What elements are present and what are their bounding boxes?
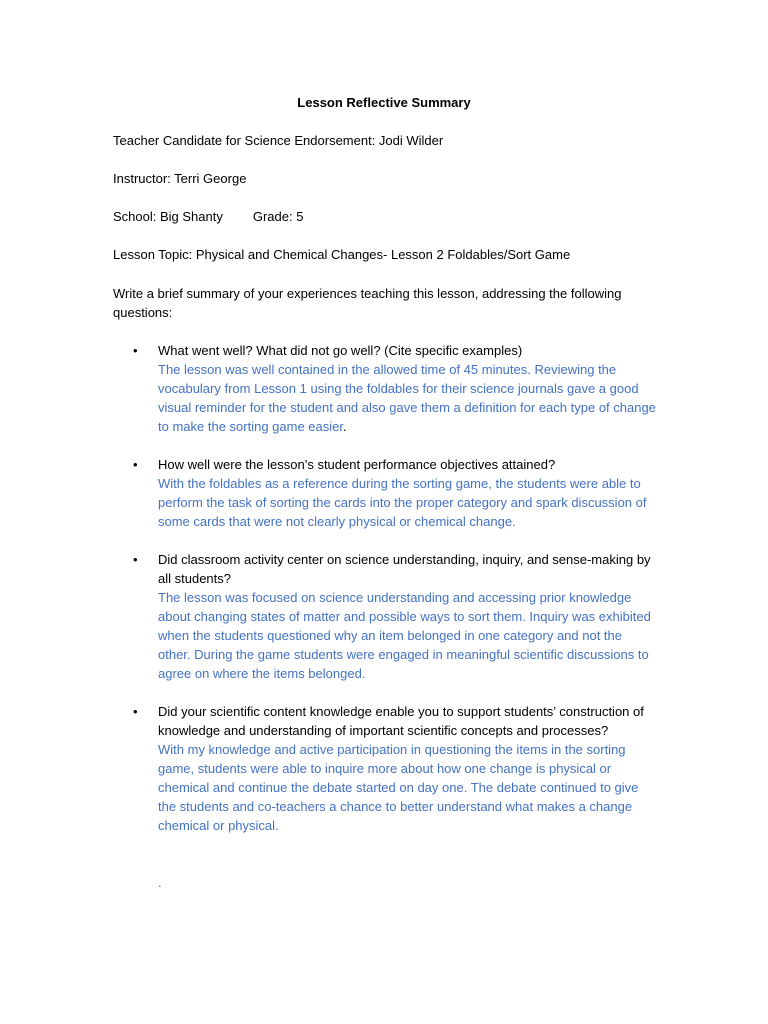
lesson-topic-line: Lesson Topic: Physical and Chemical Changes- Lesson 2 Foldables/Sort Game <box>113 247 571 262</box>
question-text: Did your scientific content knowledge enable you to support students’ construction of knowledge and understanding of important scientific concepts and processes? <box>158 704 644 738</box>
question-block-3 <box>133 550 658 683</box>
bullet-icon: • <box>133 704 138 719</box>
school-grade-line <box>113 208 303 226</box>
trailing-period: . <box>158 875 162 890</box>
instructor-line: Instructor: Terri George <box>113 171 247 186</box>
question-text: Did classroom activity center on science understanding, inquiry, and sense-making by all students? <box>158 552 651 586</box>
answer-text <box>158 360 658 436</box>
answer-text: With my knowledge and active participation in questioning the items in the sorting game, students were able to inquire more about how one change is physical or chemical and continue the debate started on day one. The debate continued to give the students and co-teachers a chance to better understand what makes a change chemical or physical. <box>158 742 639 833</box>
answer-period: . <box>343 419 347 434</box>
question-block-2 <box>133 455 658 531</box>
answer-text: The lesson was focused on science understanding and accessing prior knowledge about changing states of matter and possible ways to sort them. Inquiry was exhibited when the students questioned why an item belonged in one category and not the other. During the game students were engaged in meaningful scientific discussions to agree on where the items belonged. <box>158 590 651 681</box>
bullet-icon: • <box>133 343 138 358</box>
bullet-icon: • <box>133 552 138 567</box>
school-label: School: Big Shanty <box>113 209 223 224</box>
instructions-paragraph: Write a brief summary of your experiences teaching this lesson, addressing the following questions: <box>113 286 622 320</box>
answer-text: With the foldables as a reference during the sorting game, the students were able to perform the task of sorting the cards into the proper category and spark discussion of some cards that were not clearly physical or chemical change. <box>158 476 647 529</box>
answer-body: The lesson was well contained in the allowed time of 45 minutes. Reviewing the vocabulary from Lesson 1 using the foldables for their science journals gave a good visual reminder for the student and also gave them a definition for each type of change to make the sorting game easier <box>158 362 656 434</box>
bullet-icon: • <box>133 457 138 472</box>
document-title: Lesson Reflective Summary <box>297 95 471 110</box>
question-block-1 <box>133 341 658 436</box>
question-block-4 <box>133 702 658 835</box>
teacher-candidate-line: Teacher Candidate for Science Endorsement: Jodi Wilder <box>113 133 444 148</box>
question-text: How well were the lesson’s student performance objectives attained? <box>158 457 556 472</box>
grade-label: Grade: 5 <box>252 209 304 224</box>
question-text: What went well? What did not go well? (Cite specific examples) <box>158 343 523 358</box>
